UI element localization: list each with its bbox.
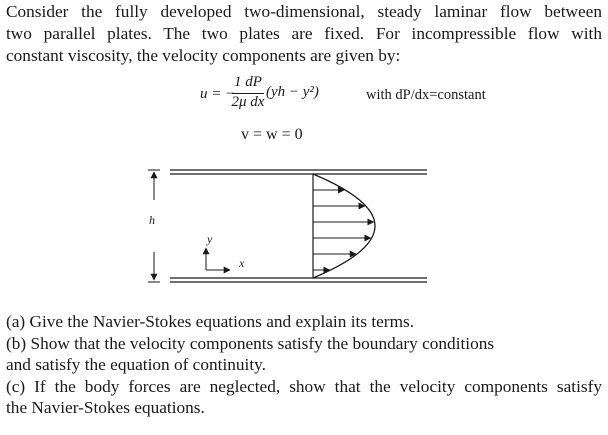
velocity-vw-equation: v = w = 0	[241, 126, 303, 143]
x-axis-label: x	[239, 256, 245, 270]
equation-u-condition: with dP/dx=constant	[366, 87, 486, 103]
y-axis-label: y	[207, 232, 213, 246]
intro-line-1: Consider the fully developed two-dimensional, steady laminar flow between	[6, 2, 602, 21]
questions-block	[6, 311, 602, 419]
equation-u-lhs: u = −	[200, 86, 236, 102]
velocity-arrows	[313, 190, 374, 270]
equation-u-fraction	[230, 74, 266, 111]
intro-line-3: constant viscosity, the velocity components are given by:	[6, 46, 401, 65]
velocity-u-equation	[200, 74, 540, 120]
question-a: (a) Give the Navier-Stokes equations and explain its terms.	[6, 312, 415, 331]
height-label: h	[149, 213, 155, 227]
bottom-plate	[170, 278, 427, 282]
question-b: (b) Show that the velocity components satisfy the boundary conditions	[6, 333, 495, 353]
intro-line-2: two parallel plates. The two plates are fixed. For incompressible flow with	[6, 24, 602, 43]
question-c: (c) If the body forces are neglected, show that the velocity components satisfy	[6, 376, 602, 396]
equation-u-numerator: 1 dP	[234, 74, 262, 90]
channel-flow-figure	[140, 160, 440, 290]
top-plate	[170, 170, 427, 174]
equation-u-denominator: 2μ dx	[231, 94, 265, 110]
equation-u-parenthesis: (yh − y²)	[266, 84, 319, 100]
question-c-cont: the Navier-Stokes equations.	[6, 398, 205, 417]
question-b-cont: and satisfy the equation of continuity.	[6, 355, 266, 374]
problem-intro	[6, 1, 602, 67]
coordinate-axes	[206, 248, 230, 270]
